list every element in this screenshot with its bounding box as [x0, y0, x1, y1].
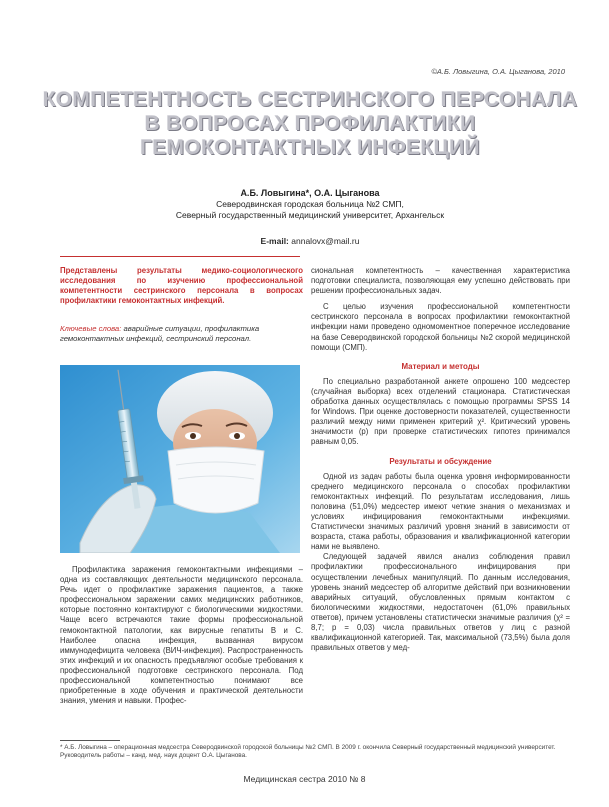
body-paragraph: Одной из задач работы была оценка уровня информированности среднего медицинского персонала о способах профилактики гемоконтактных инфекций. По результатам исследования, лишь половина (51,0%) медсестер имеют четкие знания о механизмах и условиях инфицирования гемоконтактными инфекциями. Статистически значимых различий уровня знаний в зависимости от возраста, стажа работы, образования и квалификационной категории нами не выявлено. — [311, 471, 570, 552]
authors-block — [40, 188, 580, 221]
email-link[interactable]: annalovx@mail.ru — [291, 236, 360, 246]
section-heading-results: Результаты и обсуждение — [389, 456, 492, 466]
title-line: ГЕМОКОНТАКТНЫХ ИНФЕКЦИЙ — [140, 136, 480, 159]
nurse-syringe-photo — [60, 365, 300, 553]
section-heading-methods: Материал и методы — [401, 361, 480, 371]
body-paragraph: сиональная компетентность – качественная характеристика подготовки специалиста, позволяющая ему успешно действовать при решении профессиональных задач. — [311, 266, 570, 296]
body-paragraph: Профилактика заражения гемоконтактными инфекциями – одна из составляющих деятельности медицинского персонала. Речь идет о профилактике заражения пациентов, а также профессиональном заражении самих медицинских работников, которые постоянно контактируют с биологическими жидкостями. Чаще всего встречаются такие формы профессиональной гемоконтактной патологии, как вирусные гепатиты В и С. Наиболее опасна инфекция, вызванная вирусом иммунодефицита человека (ВИЧ-инфекция). Распространенность этих инфекций и их опасность предъявляют особые требования к профессиональной подготовке сестринского персонала. Под профессиональной компетентностью понимают все приобретенные в ходе обучения и практической деятельности знания, умения и навыки. Профес- — [60, 565, 303, 706]
copyright-notice: ©А.Б. Ловыгина, О.А. Цыганова, 2010 — [431, 67, 565, 76]
affiliation-1: Северодвинская городская больница №2 СМП, — [216, 199, 404, 209]
title-line: В ВОПРОСАХ ПРОФИЛАКТИКИ — [144, 112, 476, 135]
journal-footer: Медицинская сестра 2010 № 8 — [243, 774, 366, 784]
body-paragraph: С целью изучения профессиональной компетентности сестринского персонала в вопросах профилактики гемоконтактной инфекции нами проведено одномоментное поперечное исследование на базе Северодвинской городской больницы №2 скорой медицинской помощи (СМП). — [311, 302, 570, 352]
body-paragraph: Следующей задачей явился анализ соблюдения правил профилактики профессионального инфицирования при осуществлении лечебных манипуляций. По данным исследования, уровень знаний медсестер об алгоритме действий при возникновении аварийных ситуаций, обусловленных прямым контактом с биологическими жидкостями, недостаточен (61,0% правильных ответов), причем установлены статистически значимые различия (χ² = 8,7; р = 0,03) числа правильных ответов у лиц с разной квалификационной категорией. Так, максимальной (73,5%) была доля правильных ответов у мед- — [311, 552, 570, 653]
keywords — [60, 324, 303, 344]
abstract-divider — [60, 256, 300, 257]
left-column-body — [60, 565, 303, 706]
right-column — [311, 266, 570, 653]
footnote-divider — [60, 740, 120, 741]
abstract: Представлены результаты медико-социологического исследования по изучению профессиональной компетентности сестринского персонала в вопросах профилактики гемоконтактных инфекций. — [60, 266, 303, 306]
body-paragraph: По специально разработанной анкете опрошено 100 медсестер (случайная выборка) всех отделений стационара. Статистическая обработка данных осуществлялась с помощью программы SPSS 14 for Windows. При оценке достоверности показателей, существенности различий между ними применен критерий χ². Критический уровень значимости (р) при проверке статистических гипотез принимался равным 0,05. — [311, 376, 570, 447]
email-line — [40, 236, 580, 246]
nurse-photo-illustration — [60, 365, 300, 553]
keywords-label: Ключевые слова: — [60, 324, 122, 333]
affiliation-2: Северный государственный медицинский университет, Архангельск — [175, 210, 445, 220]
email-label: E-mail: — [260, 236, 289, 246]
keywords-text: аварийные ситуации, профилактика гемоконтактных инфекций, сестринский персонал. — [60, 324, 260, 344]
author-names: А.Б. Ловыгина*, О.А. Цыганова — [240, 188, 380, 198]
article-title — [40, 88, 580, 160]
title-line: КОМПЕТЕНТНОСТЬ СЕСТРИНСКОГО ПЕРСОНАЛА — [42, 88, 578, 111]
footnote: * А.Б. Ловыгина – операционная медсестра Северодвинской городской больницы №2 СМП. В 2009 г. окончила Северный государственный медицинский университет. Руководитель работы – канд. мед. наук доцент О.А. Цыганова. — [60, 744, 556, 760]
